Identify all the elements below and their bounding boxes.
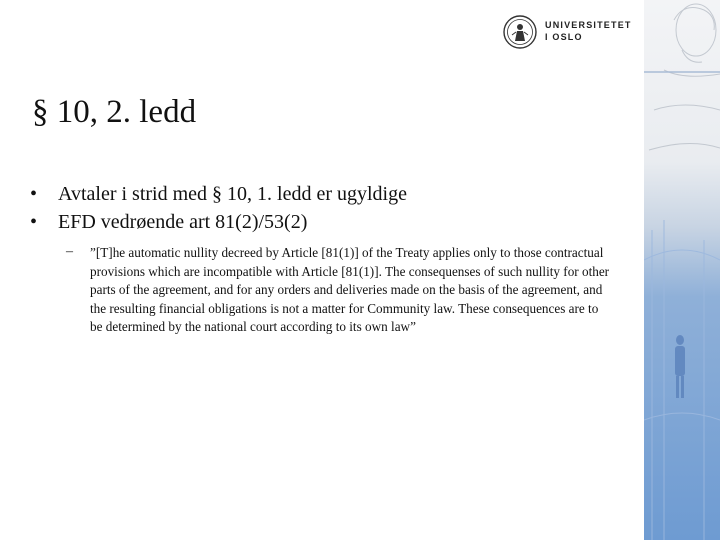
- slide-title: § 10, 2. ledd: [32, 94, 197, 130]
- university-seal-icon: [503, 15, 537, 49]
- bullet-item: [30, 180, 610, 208]
- bullet-list: [30, 180, 610, 236]
- bullet-text: EFD vedrøende art 81(2)/53(2): [58, 211, 308, 233]
- bullet-marker: •: [30, 211, 38, 233]
- sub-bullet-marker: –: [66, 244, 73, 259]
- bullet-text: Avtaler i strid med § 10, 1. ledd er ugyldige: [58, 183, 407, 205]
- side-illustration: [644, 0, 720, 540]
- bullet-marker: •: [30, 183, 38, 205]
- bullet-item: [30, 208, 610, 236]
- university-logo: [503, 15, 638, 51]
- sub-bullet-quote: ”[T]he automatic nullity decreed by Article [81(1)] of the Treaty applies only to those contractual provisions which are incompatible with Article [81(1)]. The consequenses of such nullity for other parts of the agreement, and for any orders and deliveries made on the basis of the agreement, and the resulting financial obligations is not a matter for Community law. These consequences are to be determined by the national court according to its own law”: [90, 245, 610, 334]
- logo-text: [545, 19, 632, 43]
- logo-line-2: I OSLO: [545, 32, 583, 42]
- logo-line-1: UNIVERSITETET: [545, 20, 632, 30]
- statue-illustration: [644, 0, 720, 540]
